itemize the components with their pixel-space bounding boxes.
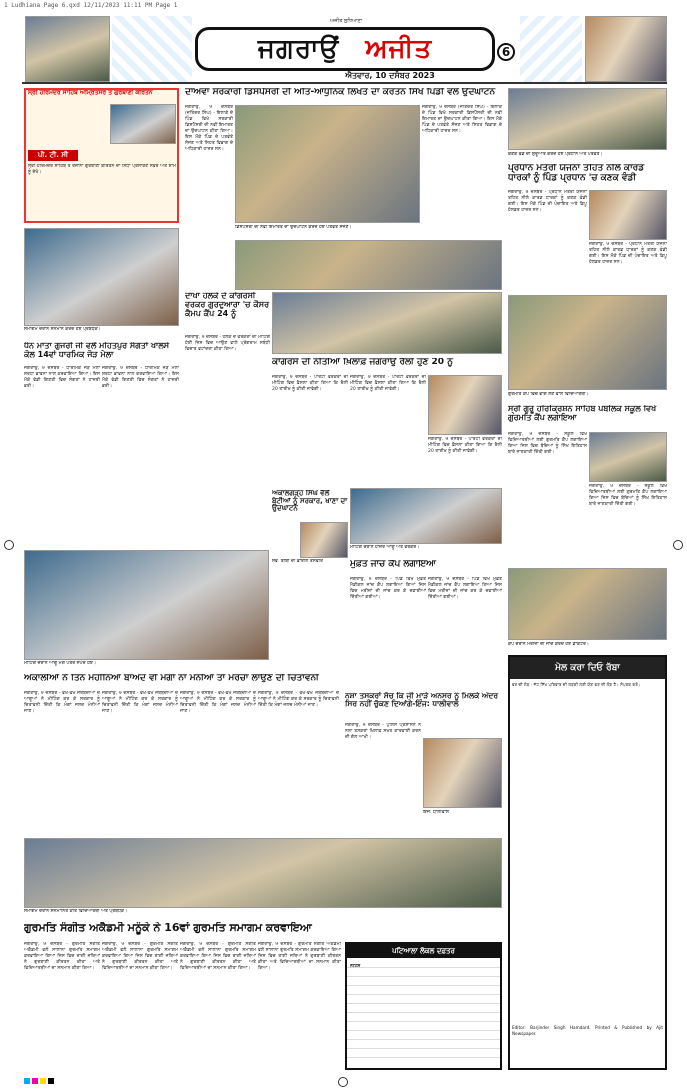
classifieds-title: ਮੇਲ ਕਰਾ ਦਿਓ ਰੱਬਾ [510, 657, 665, 679]
print-strip: 1 Ludhiana Page 6.qxd 12/11/2023 11:11 PM Page 1 [4, 2, 178, 9]
body-rally-20: ਜਗਰਾਉਂ, 9 ਦਸੰਬਰ - ਪਾਰਟੀ ਵਰਕਰਾਂ ਦੀ ਮੀਟਿੰਗ ਵਿਚ ਫ਼ੈਸਲਾ ਕੀਤਾ ਗਿਆ ਕਿ ਰੈਲੀ 20 ਤਾਰੀਖ਼ ਨੂੰ ਕੀਤੀ ਜਾਵੇਗੀ। [272, 375, 348, 392]
page-number: 6 [497, 43, 515, 61]
headline-demands-warning: ਅਕਾਲੀਆਂ ਨੇ ਤਿੰਨ ਮਹੀਨਿਆਂ ਬਾਅਦ ਵੀ ਮੰਗਾਂ ਨਾ ਮੰਨੀਆਂ ਤਾਂ ਮੋਰਚਾ ਲਾਉਣ ਦੀ ਚਿਤਾਵਨੀ [24, 674, 319, 683]
body-demands-warning-3: ਜਗਰਾਉਂ, 9 ਦਸੰਬਰ - ਵੱਖ-ਵੱਖ ਜਥੇਬੰਦੀਆਂ ਦੇ ਆਗੂਆਂ ਨੇ ਮੀਟਿੰਗ ਕਰ ਕੇ ਸਰਕਾਰ ਨੂੰ ਚਿਤਾਵਨੀ ਦਿੱਤੀ ਕਿ ਮੰਗਾਂ ਜਲਦ ਮੰਨੀਆਂ ਜਾਣ। [180, 691, 256, 714]
tender-notice-label: ਨੋਟਿਸ [350, 964, 361, 969]
body-free-camp-2: ਜਗਰਾਉਂ, 9 ਦਸੰਬਰ - ਪਿੰਡ ਵਿਖੇ ਮੁਫ਼ਤ ਮੈਡੀਕਲ ਜਾਂਚ ਕੈਂਪ ਲਗਾਇਆ ਗਿਆ ਜਿਸ ਵਿਚ ਮਰੀਜ਼ਾਂ ਦੀ ਜਾਂਚ ਕਰ ਕੇ ਦਵਾਈਆਂ ਦਿੱਤੀਆਂ ਗਈਆਂ। [428, 577, 502, 600]
headline-rally-20: ਕਾਂਗਰਸ ਦੀ ਨੀਤੀਆਂ ਖ਼ਿਲਾਫ਼ ਜਗਰਾਉਂ ਰੈਲੀ ਹੁਣ 20 ਨੂੰ [272, 358, 453, 367]
body-demands-warning-2: ਜਗਰਾਉਂ, 9 ਦਸੰਬਰ - ਵੱਖ-ਵੱਖ ਜਥੇਬੰਦੀਆਂ ਦੇ ਆਗੂਆਂ ਨੇ ਮੀਟਿੰਗ ਕਰ ਕੇ ਸਰਕਾਰ ਨੂੰ ਚਿਤਾਵਨੀ ਦਿੱਤੀ ਕਿ ਮੰਗਾਂ ਜਲਦ ਮੰਨੀਆਂ ਜਾਣ। [102, 691, 178, 714]
body-rally-20-2: ਜਗਰਾਉਂ, 9 ਦਸੰਬਰ - ਪਾਰਟੀ ਵਰਕਰਾਂ ਦੀ ਮੀਟਿੰਗ ਵਿਚ ਫ਼ੈਸਲਾ ਕੀਤਾ ਗਿਆ ਕਿ ਰੈਲੀ 20 ਤਾਰੀਖ਼ ਨੂੰ ਕੀਤੀ ਜਾਵੇਗੀ। [350, 375, 426, 392]
masthead-date: ਐਤਵਾਰ, 10 ਦਸੰਬਰ 2023 [345, 71, 435, 80]
headline-camp-24: ਦਾਖਾ ਹਲਕੇ ਦੇ ਕਾਂਗਰਸੀ ਵਰਕਰ ਗੁਰਦੁਆਰਾ 'ਚ ਕੌਸਰ ਕੈਮਪ ਕੈਂਪ 24 ਨੂੰ [185, 292, 270, 318]
caption-portrait-dhaliwal: ਇੰਜ: ਧਾਲੀਵਾਲ [423, 810, 449, 815]
registration-mark-left [4, 540, 14, 550]
body-school-camp: ਜਗਰਾਉਂ, 9 ਦਸੰਬਰ - ਸਕੂਲ ਵਿਖੇ ਵਿਦਿਆਰਥੀਆਂ ਲਈ ਗੁਰਮਤਿ ਕੈਂਪ ਲਗਾਇਆ ਗਿਆ ਜਿਸ ਵਿਚ ਬੱਚਿਆਂ ਨੂੰ ਸਿੱਖ ਇਤਿਹਾਸ ਬਾਰੇ ਜਾਣਕਾਰੀ ਦਿੱਤੀ ਗਈ। [508, 432, 587, 455]
masthead-subtitle: ਅਜੀਤ ਲੁਧਿਆਣਾ [330, 18, 363, 24]
photo-dispensary [235, 105, 420, 223]
headline-school-camp: ਸ੍ਰੀ ਗੁਰੂ ਹਰਿਕ੍ਰਿਸ਼ਨ ਸਾਹਿਬ ਪਬਲਿਕ ਸਕੂਲ ਵਿਖੇ ਗੁਰਮਤਿ ਕੈਂਪ ਲਗਾਇਆ [508, 405, 657, 422]
headline-dispensary: ਦਾਅਵਾ ਸਰਕਾਰੀ ਡਿਸਪੈਂਸਰੀ ਦੀ ਅਤਿ-ਆਧੁਨਿਕ ਲਿਖਤ ਦਾ ਕਰਤਨ ਸਿੱਖ ਪਿੰਡੀ ਵਲੋਂ ਉਦਘਾਟਨ [185, 88, 496, 97]
imprint-text: Editor: Barjinder Singh Hamdard. Printed & Published by Ajit Newspaper. [512, 1025, 663, 1036]
body-jor-mela-2: ਜਗਰਾਉਂ, 9 ਦਸੰਬਰ - ਧਾਰਮਿਕ ਜੋੜ ਮੇਲਾ ਸ਼ਰਧਾ ਭਾਵਨਾ ਨਾਲ ਕਰਵਾਇਆ ਗਿਆ। ਇਸ ਮੌਕੇ ਵੱਡੀ ਗਿਣਤੀ ਵਿਚ ਸੰਗਤਾਂ ਨੇ ਹਾਜ਼ਰੀ ਭਰੀ। [102, 366, 179, 389]
photo-congress-group [272, 292, 502, 354]
masthead-pattern-left [112, 16, 192, 82]
caption-school-camp: ਗੁਰਮਤਿ ਕੈਂਪ ਵਿਚ ਭਾਗ ਲੈਣ ਵਾਲੇ ਵਿਦਿਆਰਥੀ। [508, 392, 589, 397]
photo-school-camp [508, 295, 667, 390]
tender-heading: ਪਟਿਆਲਾ ਲੋਕਲ ਦਫ਼ਤਰ [347, 944, 500, 958]
color-swatch-magenta [32, 1078, 38, 1084]
headline-gurmat-samagam: ਗੁਰਮਤਿ ਸੰਗੀਤ ਅਕੈਡਮੀ ਮਨੂੰਕੇ ਨੇ 16ਵਾਂ ਗੁਰਮਤਿ ਸਮਾਗਮ ਕਰਵਾਇਆ [24, 922, 312, 934]
photo-gurmat-samagam [24, 838, 502, 908]
portrait-late-bibi [300, 522, 348, 558]
promo-image [110, 104, 176, 144]
promo-title: ਸ੍ਰੀ ਹਰਿਮੰਦਰ ਸਾਹਿਬ ਅੰਮ੍ਰਿਤਸਰ ਤੋਂ ਗੁਰਬਾਣੀ ਕੀਰਤਨ [28, 90, 153, 96]
headline-wheat-distribution: ਪ੍ਰਧਾਨ ਮੰਤਰੀ ਯੋਜਨਾ ਤਹਿਤ ਨੀਲੇ ਕਾਰਡ ਧਾਰਕਾਂ ਨੂੰ ਪਿੰਡ ਪ੍ਰਧਾਨ 'ਚ ਕਣਕ ਵੰਡੀ [508, 164, 645, 183]
body-gurmat-samagam-4: ਜਗਰਾਉਂ, 9 ਦਸੰਬਰ - ਗੁਰਮਤਿ ਸੰਗੀਤ ਅਕੈਡਮੀ ਵਲੋਂ ਸਾਲਾਨਾ ਗੁਰਮਤਿ ਸਮਾਗਮ ਕਰਵਾਇਆ ਗਿਆ ਜਿਸ ਵਿਚ ਰਾਗੀ ਜਥਿਆਂ ਨੇ ਗੁਰਬਾਣੀ ਕੀਰਤਨ ਕੀਤਾ ਅਤੇ ਵਿਦਿਆਰਥੀਆਂ ਦਾ ਸਨਮਾਨ ਕੀਤਾ ਗਿਆ। [258, 942, 341, 971]
headline-inauguration: ਅਕਾਲਗੜ੍ਹ ਸਿੰਘ ਵੱਲੋਂ ਬੇਟੀਆਂ ਨੂੰ ਸਰਕਾਰ, ਖਾਣਾ ਦਾ ਉਦਘਾਟਨ [272, 490, 348, 513]
photo-wheat-distribution [508, 88, 667, 150]
caption-free-camp: ਕੈਂਪ ਦੌਰਾਨ ਮਰੀਜ਼ਾਂ ਦੀ ਜਾਂਚ ਕਰਦੇ ਹੋਏ ਡਾਕਟਰ। [508, 642, 589, 647]
color-swatch-cyan [24, 1078, 30, 1084]
body-drug-smugglers: ਜਗਰਾਉਂ, 9 ਦਸੰਬਰ - ਪੁਲਿਸ ਪ੍ਰਸ਼ਾਸਨ ਨੇ ਨਸ਼ਾ ਤਸਕਰਾਂ ਖ਼ਿਲਾਫ਼ ਸਖ਼ਤ ਕਾਰਵਾਈ ਕਰਨ ਦੀ ਗੱਲ ਆਖੀ। [345, 723, 421, 740]
caption-jor-mela: ਸਮਾਗਮ ਦੌਰਾਨ ਸਨਮਾਨ ਕਰਦੇ ਹੋਏ ਪ੍ਰਬੰਧਕ। [24, 327, 101, 332]
body-gurmat-samagam: ਜਗਰਾਉਂ, 9 ਦਸੰਬਰ - ਗੁਰਮਤਿ ਸੰਗੀਤ ਅਕੈਡਮੀ ਵਲੋਂ ਸਾਲਾਨਾ ਗੁਰਮਤਿ ਸਮਾਗਮ ਕਰਵਾਇਆ ਗਿਆ ਜਿਸ ਵਿਚ ਰਾਗੀ ਜਥਿਆਂ ਨੇ ਗੁਰਬਾਣੀ ਕੀਰਤਨ ਕੀਤਾ ਅਤੇ ਵਿਦਿਆਰਥੀਆਂ ਦਾ ਸਨਮਾਨ ਕੀਤਾ ਗਿਆ। [24, 942, 100, 971]
photo-school-camp-2 [589, 432, 667, 482]
body-free-camp: ਜਗਰਾਉਂ, 9 ਦਸੰਬਰ - ਪਿੰਡ ਵਿਖੇ ਮੁਫ਼ਤ ਮੈਡੀਕਲ ਜਾਂਚ ਕੈਂਪ ਲਗਾਇਆ ਗਿਆ ਜਿਸ ਵਿਚ ਮਰੀਜ਼ਾਂ ਦੀ ਜਾਂਚ ਕਰ ਕੇ ਦਵਾਈਆਂ ਦਿੱਤੀਆਂ ਗਈਆਂ। [350, 577, 426, 600]
color-swatch-black [48, 1078, 54, 1084]
promo-ptc-label: ਪੀ. ਟੀ. ਸੀ [28, 150, 78, 161]
masthead-title-part1: ਜਗਰਾਉਂ [257, 33, 340, 64]
promo-body: ਸ੍ਰੀ ਹਰਿਮੰਦਰ ਸਾਹਿਬ ਤੋਂ ਰੋਜ਼ਾਨਾ ਗੁਰਬਾਣੀ ਕੀਰਤਨ ਦਾ ਸਿੱਧਾ ਪ੍ਰਸਾਰਣ ਸਵੇਰੇ ਅਤੇ ਸ਼ਾਮ ਨੂੰ ਦੇਖੋ। [28, 164, 176, 175]
masthead-pattern-right [520, 16, 582, 82]
photo-wheat-distribution-2 [589, 190, 667, 240]
masthead-title-part2: ਅਜੀਤ [365, 33, 433, 64]
registration-mark-bottom [338, 1077, 348, 1087]
photo-meeting-strip [235, 240, 502, 290]
color-swatch-yellow [40, 1078, 46, 1084]
body-wheat-distribution: ਜਗਰਾਉਂ, 9 ਦਸੰਬਰ - ਪ੍ਰਧਾਨ ਮੰਤਰੀ ਯੋਜਨਾ ਤਹਿਤ ਨੀਲੇ ਕਾਰਡ ਧਾਰਕਾਂ ਨੂੰ ਕਣਕ ਵੰਡੀ ਗਈ। ਇਸ ਮੌਕੇ ਪਿੰਡ ਦੀ ਪੰਚਾਇਤ ਅਤੇ ਡਿਪੂ ਹੋਲਡਰ ਹਾਜ਼ਰ ਸਨ। [508, 190, 587, 213]
body-gurmat-samagam-3: ਜਗਰਾਉਂ, 9 ਦਸੰਬਰ - ਗੁਰਮਤਿ ਸੰਗੀਤ ਅਕੈਡਮੀ ਵਲੋਂ ਸਾਲਾਨਾ ਗੁਰਮਤਿ ਸਮਾਗਮ ਕਰਵਾਇਆ ਗਿਆ ਜਿਸ ਵਿਚ ਰਾਗੀ ਜਥਿਆਂ ਨੇ ਗੁਰਬਾਣੀ ਕੀਰਤਨ ਕੀਤਾ ਅਤੇ ਵਿਦਿਆਰਥੀਆਂ ਦਾ ਸਨਮਾਨ ਕੀਤਾ ਗਿਆ। [180, 942, 256, 971]
caption-wheat-distribution: ਕਣਕ ਵੰਡ ਦੀ ਸ਼ੁਰੂਆਤ ਕਰਦੇ ਹੋਏ ਪ੍ਰਧਾਨ ਅਤੇ ਪਤਵੰਤੇ। [508, 152, 603, 157]
body-camp-24: ਜਗਰਾਉਂ, 9 ਦਸੰਬਰ - ਹਲਕੇ ਦੇ ਵਰਕਰਾਂ ਦੀ ਮੀਟਿੰਗ ਹੋਈ ਜਿਸ ਵਿਚ ਆਉਣ ਵਾਲੇ ਪ੍ਰੋਗਰਾਮ ਸਬੰਧੀ ਵਿਚਾਰ ਵਟਾਂਦਰਾ ਕੀਤਾ ਗਿਆ। [185, 335, 270, 352]
body-demands-warning: ਜਗਰਾਉਂ, 9 ਦਸੰਬਰ - ਵੱਖ-ਵੱਖ ਜਥੇਬੰਦੀਆਂ ਦੇ ਆਗੂਆਂ ਨੇ ਮੀਟਿੰਗ ਕਰ ਕੇ ਸਰਕਾਰ ਨੂੰ ਚਿਤਾਵਨੀ ਦਿੱਤੀ ਕਿ ਮੰਗਾਂ ਜਲਦ ਮੰਨੀਆਂ ਜਾਣ। [24, 691, 100, 714]
tender-table [347, 962, 500, 1066]
caption-rally: ਮੀਟਿੰਗ ਦੌਰਾਨ ਹਾਜ਼ਰ ਆਗੂ ਅਤੇ ਵਰਕਰ। [350, 545, 420, 550]
caption-gurmat-samagam: ਸਮਾਗਮ ਦੌਰਾਨ ਸਨਮਾਨਿਤ ਕੀਤੇ ਵਿਦਿਆਰਥੀ ਅਤੇ ਪ੍ਰਬੰਧਕ। [24, 909, 128, 914]
body-rally-20-3: ਜਗਰਾਉਂ, 9 ਦਸੰਬਰ - ਪਾਰਟੀ ਵਰਕਰਾਂ ਦੀ ਮੀਟਿੰਗ ਵਿਚ ਫ਼ੈਸਲਾ ਕੀਤਾ ਗਿਆ ਕਿ ਰੈਲੀ 20 ਤਾਰੀਖ਼ ਨੂੰ ਕੀਤੀ ਜਾਵੇਗੀ। [428, 437, 502, 454]
caption-dispensary: ਡਿਸਪੈਂਸਰੀ ਦੀ ਨਵੀਂ ਇਮਾਰਤ ਦਾ ਉਦਘਾਟਨ ਕਰਦੇ ਹੋਏ ਪਤਵੰਤੇ ਸੱਜਣ। [235, 225, 352, 230]
headline-drug-smugglers: ਨਸ਼ਾ ਤਸਕਰਾਂ ਸੋਚ ਕਿ ਜੀ ਮਾੜੇ ਅਨਸਰ ਨੂੰ ਮਿਲਕੇ ਅੰਦਰ ਸਿਰ ਨਹੀਂ ਚੁੱਕਣ ਦਿਆਂਗੇ-ਇੰਜ: ਧਾਲੀਵਾਲ [345, 692, 498, 709]
headline-free-camp: ਮੁਫ਼ਤ ਜਾਂਚ ਕੈਂਪ ਲਗਾਇਆ [350, 560, 436, 569]
photo-free-camp [508, 568, 667, 640]
headline-jor-mela: ਧੰਨ ਮਾਤਾ ਗੁਜਰੀ ਜੀ ਵਲੋਂ ਮਹਿਤਪੁਰ ਸੰਗਤਾਂ ਖਾਲਸੇ ਕੋਲ 14ਵਾਂ ਧਾਰਮਿਕ ਜੋੜ ਮੇਲਾ [24, 342, 170, 359]
body-demands-warning-4: ਜਗਰਾਉਂ, 9 ਦਸੰਬਰ - ਵੱਖ-ਵੱਖ ਜਥੇਬੰਦੀਆਂ ਦੇ ਆਗੂਆਂ ਨੇ ਮੀਟਿੰਗ ਕਰ ਕੇ ਸਰਕਾਰ ਨੂੰ ਚਿਤਾਵਨੀ ਦਿੱਤੀ ਕਿ ਮੰਗਾਂ ਜਲਦ ਮੰਨੀਆਂ ਜਾਣ। [258, 691, 339, 708]
photo-demands-meeting [24, 550, 269, 660]
caption-portrait-late-bibi: ਸਵ. ਬੀਬੀ ਦੀ ਫ਼ਾਈਲ ਤਸਵੀਰ [272, 559, 323, 564]
photo-rally-2 [350, 488, 502, 544]
photo-jor-mela [24, 228, 179, 326]
registration-mark-right [673, 540, 683, 550]
body-dispensary: ਜਗਰਾਉਂ, 9 ਦਸੰਬਰ (ਜਤਿੰਦਰ ਸਿੰਘ) - ਇਲਾਕੇ ਦੇ ਪਿੰਡ ਵਿਖੇ ਸਰਕਾਰੀ ਡਿਸਪੈਂਸਰੀ ਦੀ ਨਵੀਂ ਇਮਾਰਤ ਦਾ ਉਦਘਾਟਨ ਕੀਤਾ ਗਿਆ। ਇਸ ਮੌਕੇ ਪਿੰਡ ਦੇ ਪਤਵੰਤੇ ਸੱਜਣ ਅਤੇ ਸਿਹਤ ਵਿਭਾਗ ਦੇ ਅਧਿਕਾਰੀ ਹਾਜ਼ਰ ਸਨ। [185, 105, 233, 152]
body-gurmat-samagam-2: ਜਗਰਾਉਂ, 9 ਦਸੰਬਰ - ਗੁਰਮਤਿ ਸੰਗੀਤ ਅਕੈਡਮੀ ਵਲੋਂ ਸਾਲਾਨਾ ਗੁਰਮਤਿ ਸਮਾਗਮ ਕਰਵਾਇਆ ਗਿਆ ਜਿਸ ਵਿਚ ਰਾਗੀ ਜਥਿਆਂ ਨੇ ਗੁਰਬਾਣੀ ਕੀਰਤਨ ਕੀਤਾ ਅਤੇ ਵਿਦਿਆਰਥੀਆਂ ਦਾ ਸਨਮਾਨ ਕੀਤਾ ਗਿਆ। [102, 942, 178, 971]
body-school-camp-2: ਜਗਰਾਉਂ, 9 ਦਸੰਬਰ - ਸਕੂਲ ਵਿਖੇ ਵਿਦਿਆਰਥੀਆਂ ਲਈ ਗੁਰਮਤਿ ਕੈਂਪ ਲਗਾਇਆ ਗਿਆ ਜਿਸ ਵਿਚ ਬੱਚਿਆਂ ਨੂੰ ਸਿੱਖ ਇਤਿਹਾਸ ਬਾਰੇ ਜਾਣਕਾਰੀ ਦਿੱਤੀ ਗਈ। [589, 484, 667, 507]
masthead-logo [195, 27, 495, 71]
body-jor-mela: ਜਗਰਾਉਂ, 9 ਦਸੰਬਰ - ਧਾਰਮਿਕ ਜੋੜ ਮੇਲਾ ਸ਼ਰਧਾ ਭਾਵਨਾ ਨਾਲ ਕਰਵਾਇਆ ਗਿਆ। ਇਸ ਮੌਕੇ ਵੱਡੀ ਗਿਣਤੀ ਵਿਚ ਸੰਗਤਾਂ ਨੇ ਹਾਜ਼ਰੀ ਭਰੀ। [24, 366, 100, 389]
body-wheat-distribution-2: ਜਗਰਾਉਂ, 9 ਦਸੰਬਰ - ਪ੍ਰਧਾਨ ਮੰਤਰੀ ਯੋਜਨਾ ਤਹਿਤ ਨੀਲੇ ਕਾਰਡ ਧਾਰਕਾਂ ਨੂੰ ਕਣਕ ਵੰਡੀ ਗਈ। ਇਸ ਮੌਕੇ ਪਿੰਡ ਦੀ ਪੰਚਾਇਤ ਅਤੇ ਡਿਪੂ ਹੋਲਡਰ ਹਾਜ਼ਰ ਸਨ। [589, 242, 667, 265]
caption-demands-meeting: ਮੀਟਿੰਗ ਦੌਰਾਨ ਆਗੂ ਮੰਗ ਪੱਤਰ ਸੌਂਪਦੇ ਹੋਏ। [24, 661, 97, 666]
portrait-dhaliwal [423, 738, 502, 808]
classifieds-body: ਵਰ ਦੀ ਲੋੜ - ਜੱਟ ਸਿੱਖ ਪਰਿਵਾਰ ਦੀ ਲੜਕੀ ਲਈ ਯੋਗ ਵਰ ਦੀ ਲੋੜ ਹੈ। ਸੰਪਰਕ ਕਰੋ। [512, 682, 641, 687]
body-dispensary-2: ਜਗਰਾਉਂ, 9 ਦਸੰਬਰ (ਜਤਿੰਦਰ ਸਿੰਘ) - ਇਲਾਕੇ ਦੇ ਪਿੰਡ ਵਿਖੇ ਸਰਕਾਰੀ ਡਿਸਪੈਂਸਰੀ ਦੀ ਨਵੀਂ ਇਮਾਰਤ ਦਾ ਉਦਘਾਟਨ ਕੀਤਾ ਗਿਆ। ਇਸ ਮੌਕੇ ਪਿੰਡ ਦੇ ਪਤਵੰਤੇ ਸੱਜਣ ਅਤੇ ਸਿਹਤ ਵਿਭਾਗ ਦੇ ਅਧਿਕਾਰੀ ਹਾਜ਼ਰ ਸਨ। [422, 105, 502, 134]
masthead-photo-left [25, 16, 110, 82]
photo-rally [428, 375, 502, 435]
masthead-photo-right [585, 16, 667, 82]
